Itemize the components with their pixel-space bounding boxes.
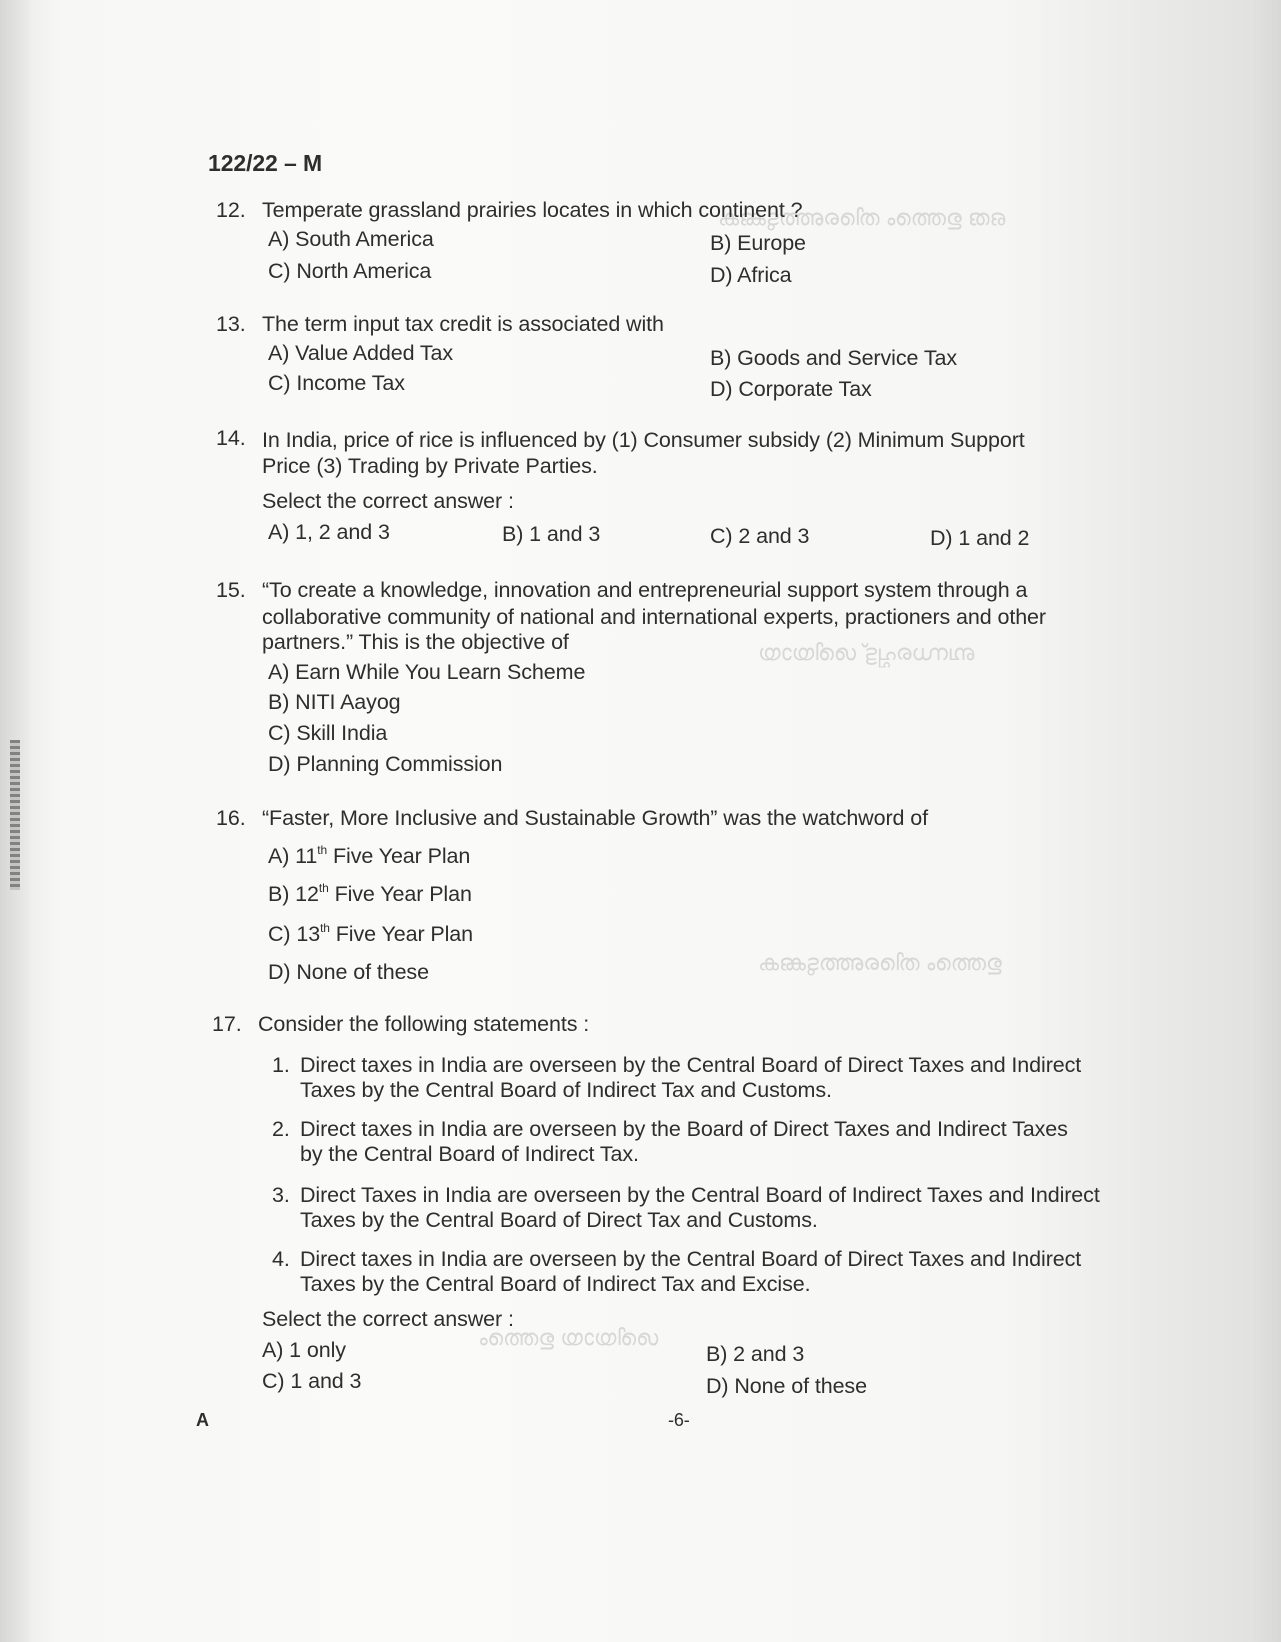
ordinal-suffix: th	[318, 881, 329, 895]
question-text-line2: Price (3) Trading by Private Parties.	[262, 454, 598, 478]
option-d[interactable]: D) None of these	[268, 960, 429, 984]
question-number: 13.	[216, 312, 246, 336]
option-text: Five Year Plan	[327, 844, 471, 868]
option-d[interactable]: D) None of these	[706, 1374, 867, 1398]
statement-text-line2: Taxes by the Central Board of Direct Tax and Customs.	[300, 1208, 818, 1232]
option-text: Five Year Plan	[328, 882, 472, 906]
page-number: -6-	[668, 1410, 690, 1430]
question-number: 17.	[212, 1012, 242, 1036]
statement-text-line2: Taxes by the Central Board of Indirect Tax and Customs.	[300, 1078, 832, 1102]
option-c[interactable]	[268, 921, 473, 947]
statement-text-line1: Direct Taxes in India are overseen by the Central Board of Indirect Taxes and Indirect	[300, 1183, 1100, 1207]
statement-number: 2.	[272, 1117, 290, 1141]
question-text: “Faster, More Inclusive and Sustainable Growth” was the watchword of	[262, 806, 928, 830]
option-a[interactable]: A) South America	[268, 227, 434, 251]
binding-marks	[10, 740, 20, 890]
statement-text-line2: Taxes by the Central Board of Indirect Tax and Excise.	[300, 1272, 811, 1296]
question-text: The term input tax credit is associated with	[262, 312, 664, 336]
statement-text-line1: Direct taxes in India are overseen by the Central Board of Direct Taxes and Indirect	[300, 1247, 1082, 1271]
bleed-through: ഒരു ഉത്തരം തിരഞ്ഞെടുക്കുക	[720, 205, 1008, 230]
statement-number: 1.	[272, 1053, 290, 1077]
option-a[interactable]: A) 1, 2 and 3	[268, 520, 390, 544]
option-label: A) 11	[268, 844, 318, 868]
option-a[interactable]: A) Earn While You Learn Scheme	[268, 660, 586, 684]
option-d[interactable]: D) Planning Commission	[268, 752, 503, 776]
question-text-line1: In India, price of rice is influenced by (1) Consumer subsidy (2) Minimum Support	[262, 428, 1025, 452]
option-b[interactable]	[268, 881, 472, 907]
option-b[interactable]: B) Europe	[710, 231, 806, 255]
option-d[interactable]: D) 1 and 2	[930, 526, 1030, 550]
ordinal-suffix: th	[320, 921, 330, 935]
statement-number: 3.	[272, 1183, 290, 1207]
question-number: 12.	[216, 198, 246, 222]
option-a[interactable]: A) 1 only	[262, 1338, 346, 1362]
answer-prompt: Select the correct answer :	[262, 489, 514, 513]
answer-prompt: Select the correct answer :	[262, 1307, 514, 1331]
question-text-line1: “To create a knowledge, innovation and entrepreneurial support system through a	[262, 578, 1028, 602]
question-number: 16.	[216, 806, 246, 830]
option-label: C) 13	[268, 922, 321, 946]
question-text: Consider the following statements :	[258, 1012, 590, 1036]
option-b[interactable]: B) NITI Aayog	[268, 690, 401, 714]
option-c[interactable]: C) 2 and 3	[710, 524, 810, 548]
bleed-through: ഉത്തരം തിരഞ്ഞെടുക്കുക	[760, 950, 1004, 975]
option-d[interactable]: D) Africa	[710, 263, 792, 287]
statement-text-line1: Direct taxes in India are overseen by the Central Board of Direct Taxes and Indirect	[300, 1053, 1082, 1077]
series-code: A	[196, 1410, 209, 1430]
bleed-through: ശരിയായ ഉത്തരം	[480, 1325, 661, 1350]
option-d[interactable]: D) Corporate Tax	[710, 377, 872, 401]
question-text: Temperate grassland prairies locates in which continent ?	[262, 198, 803, 222]
ordinal-suffix: th	[317, 843, 328, 857]
option-b[interactable]: B) Goods and Service Tax	[710, 346, 957, 370]
option-b[interactable]: B) 1 and 3	[502, 522, 601, 546]
paper-code: 122/22 – M	[208, 150, 323, 176]
option-b[interactable]: B) 2 and 3	[706, 1342, 805, 1366]
option-label: B) 12	[268, 882, 319, 906]
question-number: 15.	[216, 578, 246, 602]
statement-text-line2: by the Central Board of Indirect Tax.	[300, 1142, 639, 1166]
question-text-line3: partners.” This is the objective of	[262, 630, 569, 654]
question-text-line2: collaborative community of national and international experts, practioners and other	[262, 605, 1046, 629]
option-a[interactable]: A) Value Added Tax	[268, 341, 454, 365]
option-a[interactable]	[268, 843, 470, 869]
option-c[interactable]: C) Income Tax	[268, 371, 405, 395]
statement-number: 4.	[272, 1247, 290, 1271]
option-text: Five Year Plan	[329, 922, 474, 946]
option-c[interactable]: C) Skill India	[268, 721, 388, 745]
option-c[interactable]: C) 1 and 3	[262, 1369, 362, 1393]
question-number: 14.	[216, 426, 246, 450]
bleed-through: ബന്ധപ്പെട്ട് ശരിയായ	[760, 640, 977, 665]
option-c[interactable]: C) North America	[268, 259, 432, 283]
statement-text-line1: Direct taxes in India are overseen by the Board of Direct Taxes and Indirect Taxes	[300, 1117, 1068, 1141]
